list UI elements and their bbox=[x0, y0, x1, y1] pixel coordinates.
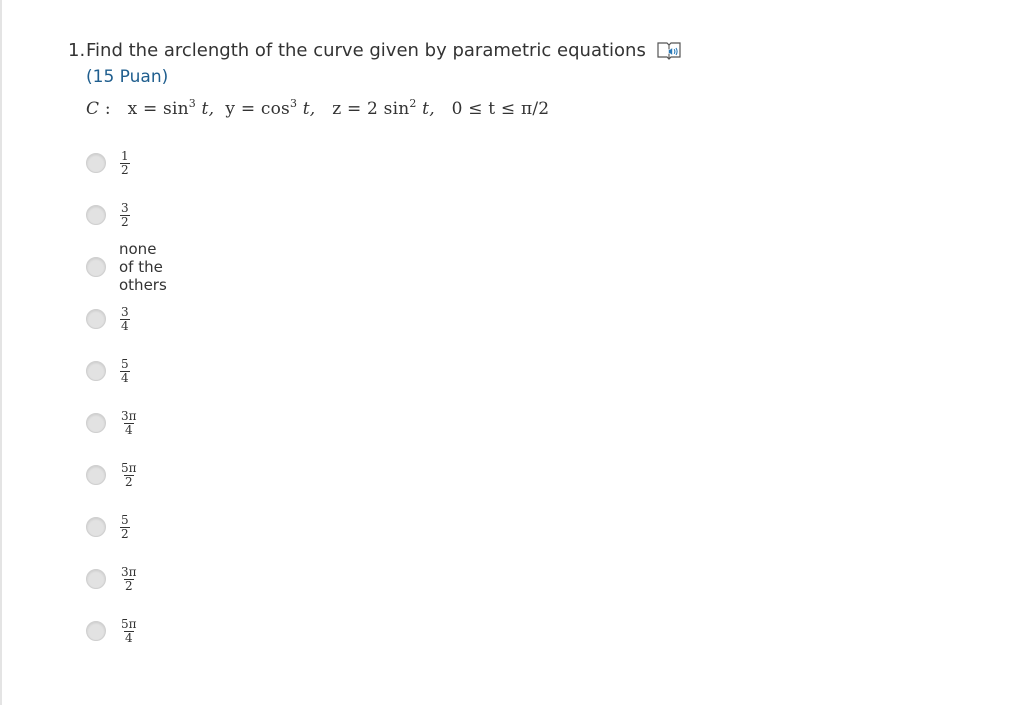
left-page-border bbox=[0, 0, 2, 705]
equation-x-exp: 3 bbox=[188, 97, 196, 110]
option-10-fraction bbox=[120, 616, 138, 645]
question-number: 1. bbox=[68, 40, 86, 61]
option-2-radio[interactable] bbox=[86, 205, 106, 225]
equation-y-exp: 3 bbox=[289, 97, 298, 110]
option-7-denominator: 2 bbox=[124, 474, 133, 489]
question-block bbox=[68, 38, 968, 119]
equation-z-part: z = 2 sin bbox=[332, 99, 410, 119]
option-4-denominator: 4 bbox=[121, 318, 129, 333]
question-title-row bbox=[68, 38, 968, 64]
option-8-radio[interactable] bbox=[86, 517, 106, 537]
equation-x-var: t, bbox=[195, 99, 215, 119]
option-5-denominator: 4 bbox=[121, 370, 129, 385]
equation-x-part: x = sin bbox=[127, 99, 189, 119]
option-6-radio[interactable] bbox=[86, 413, 106, 433]
option-7-numerator: 5π bbox=[121, 460, 137, 475]
option-9-radio[interactable] bbox=[86, 569, 106, 589]
option-1-fraction bbox=[120, 148, 130, 177]
equation-c-label: C bbox=[86, 99, 100, 119]
option-4-numerator: 3 bbox=[121, 304, 129, 319]
option-3[interactable] bbox=[86, 240, 167, 294]
option-7[interactable] bbox=[86, 459, 138, 491]
equation-z-exp: 2 bbox=[409, 97, 417, 110]
equation-y-part: y = cos bbox=[225, 99, 290, 119]
option-1[interactable] bbox=[86, 147, 130, 179]
option-2-fraction bbox=[120, 200, 130, 229]
option-10-denominator: 4 bbox=[124, 630, 133, 645]
option-8-numerator: 5 bbox=[121, 512, 129, 527]
immersive-reader-icon[interactable] bbox=[656, 40, 682, 62]
option-5-fraction bbox=[120, 356, 130, 385]
option-5[interactable] bbox=[86, 355, 130, 387]
option-2-denominator: 2 bbox=[121, 214, 129, 229]
option-7-radio[interactable] bbox=[86, 465, 106, 485]
option-5-radio[interactable] bbox=[86, 361, 106, 381]
option-10[interactable] bbox=[86, 615, 138, 647]
option-6-numerator: 3π bbox=[121, 408, 137, 423]
option-9-numerator: 3π bbox=[121, 564, 137, 579]
option-10-numerator: 5π bbox=[121, 616, 137, 631]
option-10-radio[interactable] bbox=[86, 621, 106, 641]
option-1-numerator: 1 bbox=[121, 148, 129, 163]
option-1-denominator: 2 bbox=[121, 162, 129, 177]
option-6-denominator: 4 bbox=[124, 422, 133, 437]
question-points: (15 Puan) bbox=[86, 67, 169, 87]
option-2-numerator: 3 bbox=[121, 200, 129, 215]
equation-z-var: t, bbox=[416, 99, 435, 119]
equation-colon: : bbox=[104, 99, 111, 119]
equation-y-var: t, bbox=[297, 99, 316, 119]
option-9-fraction bbox=[120, 564, 138, 593]
option-1-radio[interactable] bbox=[86, 153, 106, 173]
option-7-fraction bbox=[120, 460, 138, 489]
option-9-denominator: 2 bbox=[124, 578, 133, 593]
option-2[interactable] bbox=[86, 199, 130, 231]
option-5-numerator: 5 bbox=[121, 356, 129, 371]
option-3-label: none of the others bbox=[119, 240, 167, 294]
question-equation bbox=[86, 99, 968, 119]
option-4-radio[interactable] bbox=[86, 309, 106, 329]
option-8[interactable] bbox=[86, 511, 130, 543]
equation-range: 0 ≤ t ≤ π/2 bbox=[451, 99, 550, 119]
option-6-fraction bbox=[120, 408, 138, 437]
option-4[interactable] bbox=[86, 303, 130, 335]
option-9[interactable] bbox=[86, 563, 138, 595]
option-6[interactable] bbox=[86, 407, 138, 439]
option-4-fraction bbox=[120, 304, 130, 333]
option-8-denominator: 2 bbox=[121, 526, 129, 541]
option-8-fraction bbox=[120, 512, 130, 541]
question-title: Find the arclength of the curve given by parametric equations bbox=[86, 40, 646, 61]
option-3-radio[interactable] bbox=[86, 257, 106, 277]
